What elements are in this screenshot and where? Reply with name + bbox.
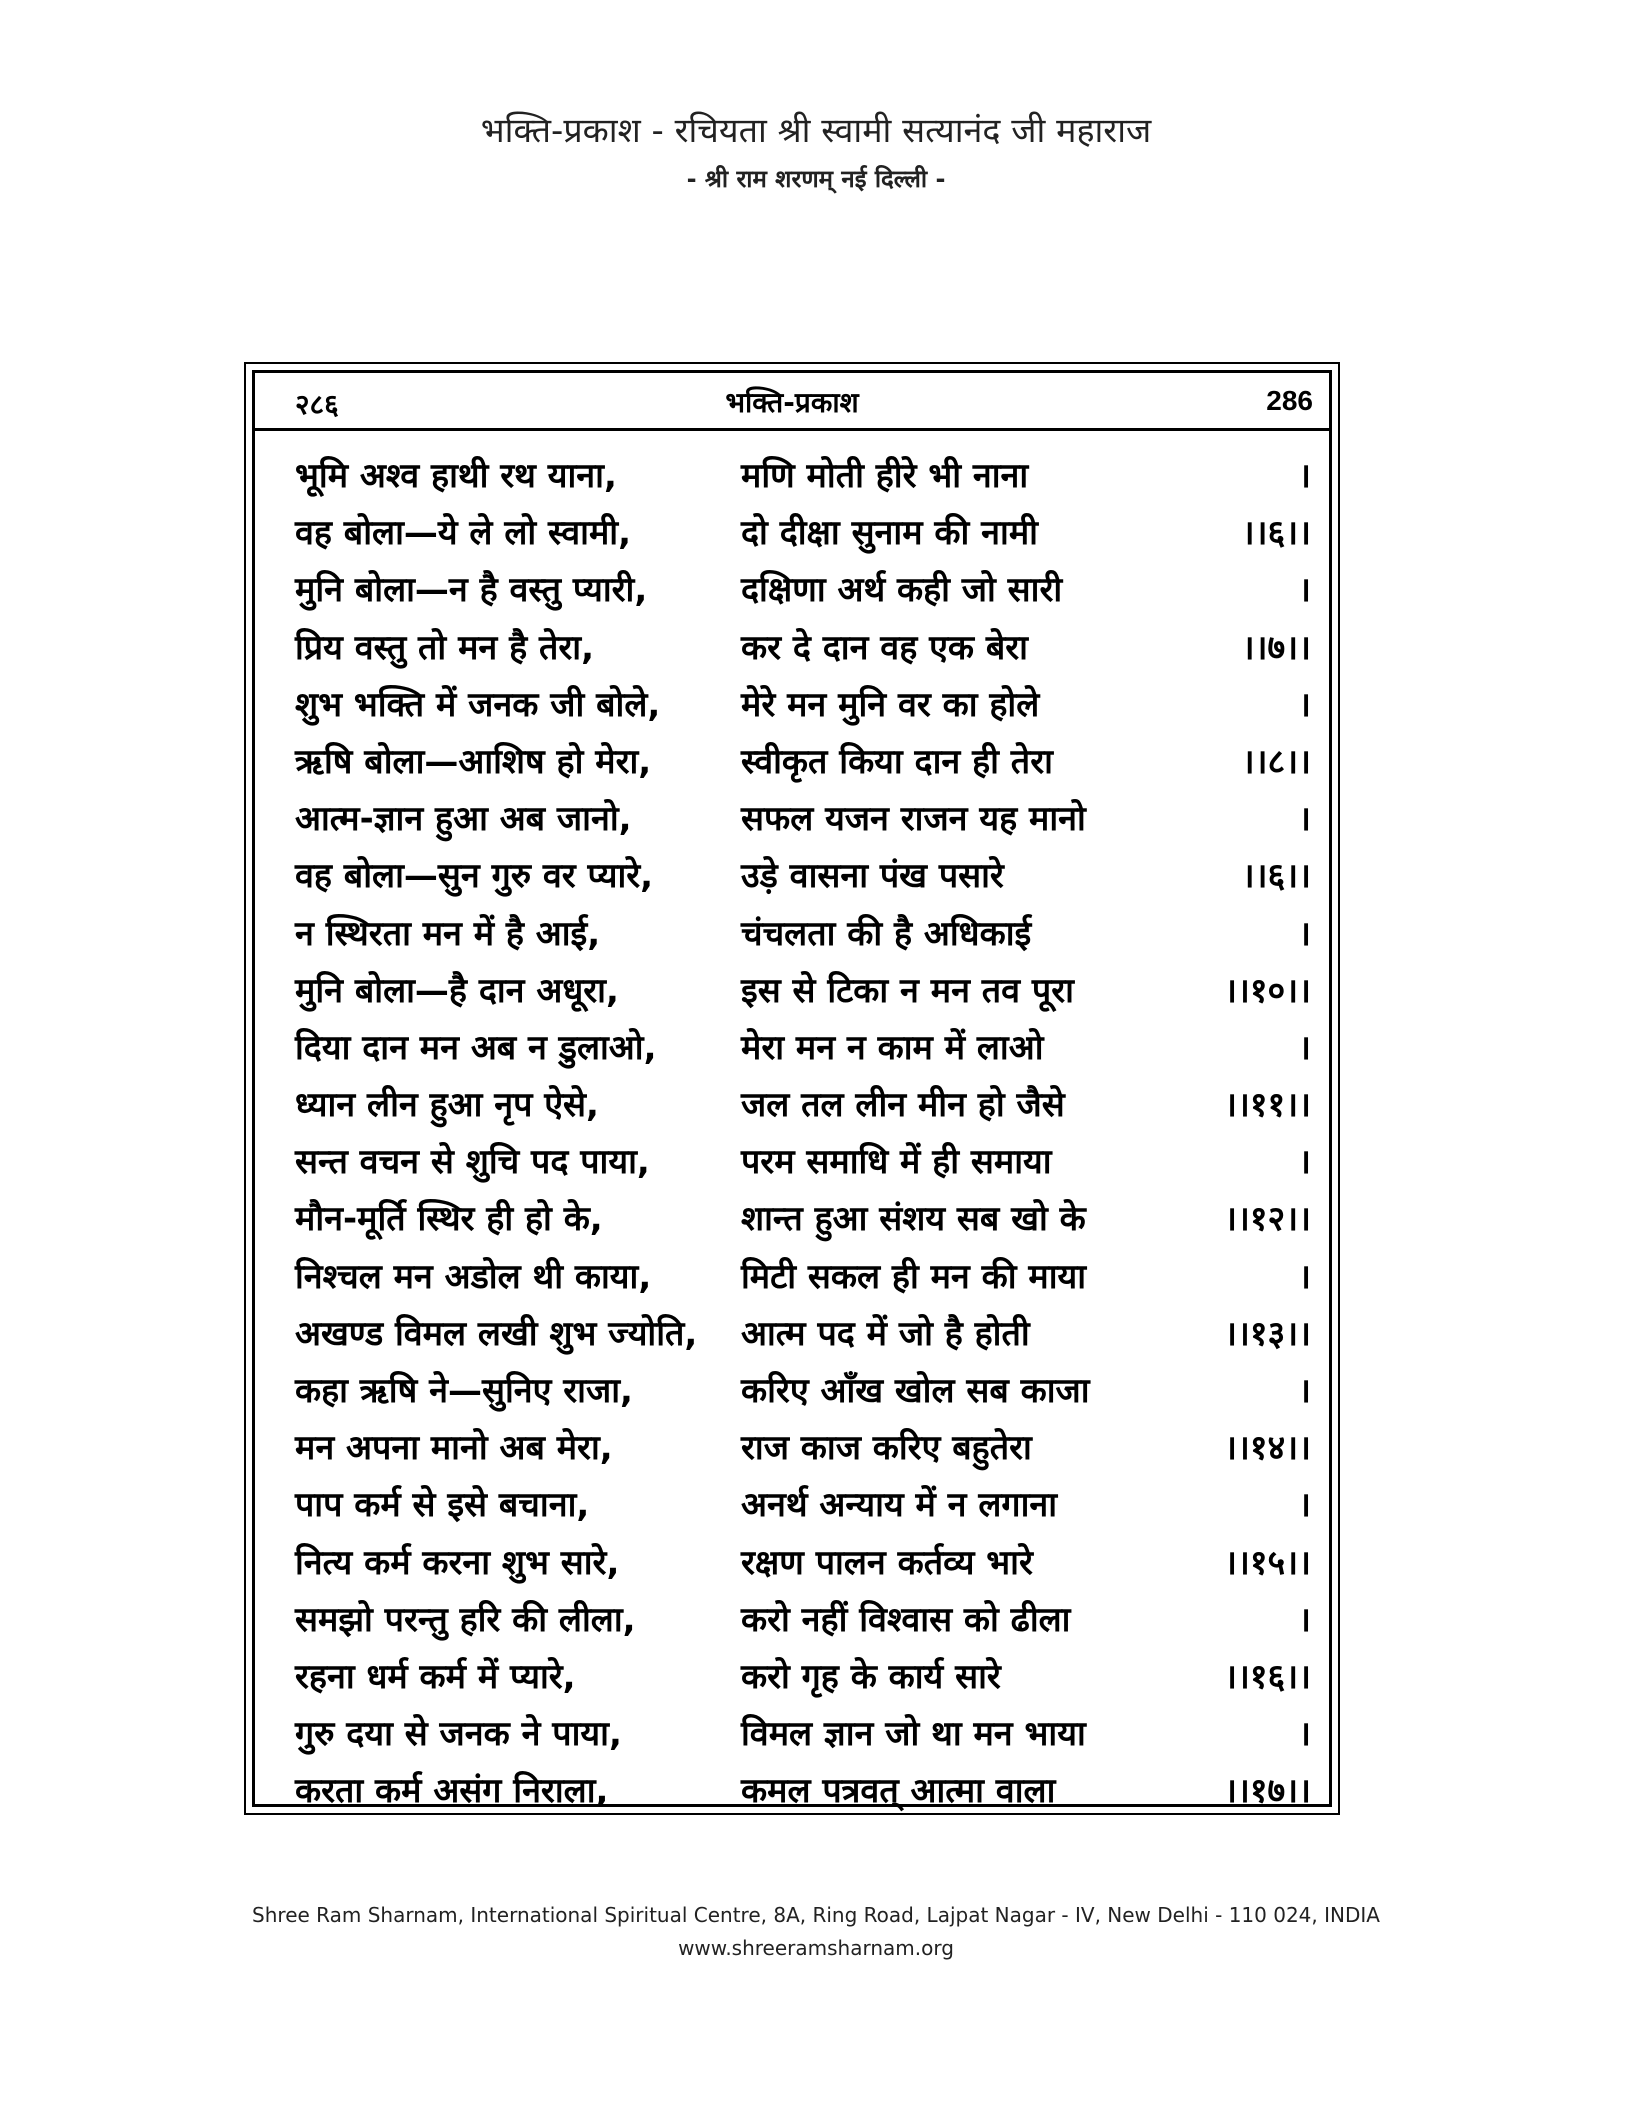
- verse-line: [255, 1246, 1329, 1303]
- footer-website: www.shreeramsharnam.org: [678, 1936, 954, 1960]
- page-frame: [244, 362, 1340, 1815]
- verse-line: [255, 903, 1329, 960]
- verse-marker: ।।१६।।: [1224, 1656, 1311, 1697]
- verse-second-half: कर दे दान वह एक बेरा: [741, 627, 1028, 668]
- verse-marker: ।: [1298, 456, 1311, 496]
- verse-second-half: दो दीक्षा सुनाम की नामी: [741, 513, 1038, 554]
- verse-second-half: विमल ज्ञान जो था मन भाया: [741, 1714, 1086, 1755]
- document-subtitle: - श्री राम शरणम् नई दिल्ली -: [686, 165, 946, 193]
- verse-marker: ।।११।।: [1224, 1085, 1311, 1126]
- verse-second-half: जल तल लीन मीन हो जैसे: [741, 1085, 1065, 1126]
- verse-line: [255, 1360, 1329, 1417]
- verse-marker: ।।१४।।: [1224, 1428, 1311, 1469]
- verse-second-half: परम समाधि में ही समाया: [741, 1142, 1052, 1183]
- verse-line: [255, 960, 1329, 1017]
- verse-line: [255, 502, 1329, 559]
- verse-second-half: मणि मोती हीरे भी नाना: [741, 456, 1029, 496]
- verse-marker: ।: [1298, 570, 1311, 611]
- verse-line: [255, 1646, 1329, 1703]
- verse-second-half: अनर्थ अन्याय में न लगाना: [741, 1485, 1058, 1526]
- verse-first-half: प्रिय वस्तु तो मन है तेरा,: [295, 627, 595, 668]
- verse-second-half: उड़े वासना पंख पसारे: [741, 856, 1004, 897]
- verse-first-half: मुनि बोला—है दान अधूरा,: [295, 970, 619, 1011]
- verse-second-half: करो गृह के कार्य सारे: [741, 1656, 1001, 1697]
- book-name: भक्ति-प्रकाश: [725, 386, 859, 419]
- verse-first-half: सन्त वचन से शुचि पद पाया,: [295, 1142, 650, 1183]
- verse-second-half: शान्त हुआ संशय सब खो के: [741, 1199, 1086, 1240]
- verse-first-half: अखण्ड विमल लखी शुभ ज्योति,: [295, 1313, 698, 1354]
- verse-marker: ।: [1298, 1599, 1311, 1640]
- verse-first-half: समझो परन्तु हरि की लीला,: [295, 1599, 636, 1640]
- verse-line: [255, 1188, 1329, 1245]
- verse-marker: ।: [1298, 799, 1311, 840]
- verse-second-half: सफल यजन राजन यह मानो: [741, 799, 1086, 840]
- verse-marker: ।।६।।: [1241, 856, 1311, 897]
- verse-line: [255, 559, 1329, 616]
- verse-first-half: ऋषि बोला—आशिष हो मेरा,: [295, 741, 652, 782]
- page-number-devanagari: २८६: [295, 388, 339, 421]
- verse-line: [255, 1589, 1329, 1646]
- document-title: भक्ति-प्रकाश - रचियता श्री स्वामी सत्यानंद जी महाराज: [480, 111, 1152, 151]
- verse-second-half: इस से टिका न मन तव पूरा: [741, 970, 1074, 1011]
- verse-second-half: दक्षिणा अर्थ कही जो सारी: [741, 570, 1063, 611]
- verse-list: [255, 445, 1329, 1818]
- verse-line: [255, 674, 1329, 731]
- verse-second-half: करो नहीं विश्वास को ढीला: [741, 1599, 1071, 1640]
- verse-second-half: मिटी सकल ही मन की माया: [741, 1256, 1087, 1297]
- verse-first-half: नित्य कर्म करना शुभ सारे,: [295, 1542, 620, 1583]
- verse-first-half: गुरु दया से जनक ने पाया,: [295, 1714, 622, 1755]
- verse-first-half: निश्चल मन अडोल थी काया,: [295, 1256, 652, 1297]
- verse-second-half: आत्म पद में जो है होती: [741, 1313, 1030, 1354]
- verse-second-half: करिए आँख खोल सब काजा: [741, 1371, 1090, 1411]
- verse-marker: ।: [1298, 1485, 1311, 1526]
- verse-line: [255, 1017, 1329, 1074]
- verse-marker: ।: [1298, 913, 1311, 954]
- verse-marker: ।।१३।।: [1224, 1313, 1311, 1354]
- verse-line: [255, 845, 1329, 902]
- verse-marker: ।।१२।।: [1224, 1199, 1311, 1240]
- verse-second-half: मेरा मन न काम में लाओ: [741, 1027, 1044, 1068]
- verse-second-half: रक्षण पालन कर्तव्य भारे: [741, 1542, 1033, 1583]
- verse-first-half: मुनि बोला—न है वस्तु प्यारी,: [295, 570, 648, 611]
- verse-first-half: करता कर्म असंग निराला,: [295, 1771, 609, 1812]
- page-header: [255, 373, 1329, 431]
- verse-first-half: न स्थिरता मन में है आई,: [295, 913, 601, 954]
- verse-first-half: दिया दान मन अब न डुलाओ,: [295, 1027, 657, 1068]
- verse-line: [255, 1703, 1329, 1760]
- verse-second-half: स्वीकृत किया दान ही तेरा: [741, 741, 1053, 782]
- verse-first-half: रहना धर्म कर्म में प्यारे,: [295, 1656, 576, 1697]
- verse-marker: ।: [1298, 684, 1311, 725]
- verse-marker: ।: [1298, 1714, 1311, 1755]
- verse-line: [255, 1474, 1329, 1531]
- verse-first-half: मौन-मूर्ति स्थिर ही हो के,: [295, 1199, 603, 1240]
- footer-address: Shree Ram Sharnam, International Spiritual Centre, 8A, Ring Road, Lajpat Nagar - IV, New Delhi - 110 024, INDIA: [252, 1903, 1380, 1927]
- verse-marker: ।।१०।।: [1224, 970, 1311, 1011]
- verse-marker: ।।६।।: [1241, 513, 1311, 554]
- verse-first-half: शुभ भक्ति में जनक जी बोले,: [295, 684, 661, 725]
- verse-first-half: कहा ऋषि ने—सुनिए राजा,: [295, 1371, 633, 1411]
- verse-line: [255, 1131, 1329, 1188]
- verse-line: [255, 1074, 1329, 1131]
- verse-line: [255, 1303, 1329, 1360]
- verse-first-half: पाप कर्म से इसे बचाना,: [295, 1485, 590, 1526]
- verse-line: [255, 788, 1329, 845]
- verse-second-half: चंचलता की है अधिकाई: [741, 913, 1032, 954]
- verse-marker: ।।७।।: [1241, 627, 1311, 668]
- verse-marker: ।।१७।।: [1224, 1771, 1311, 1812]
- verse-first-half: आत्म-ज्ञान हुआ अब जानो,: [295, 799, 632, 840]
- verse-line: [255, 1532, 1329, 1589]
- verse-first-half: वह बोला—सुन गुरु वर प्यारे,: [295, 856, 654, 897]
- verse-first-half: मन अपना मानो अब मेरा,: [295, 1428, 613, 1469]
- verse-marker: ।: [1298, 1027, 1311, 1068]
- verse-line: [255, 617, 1329, 674]
- verse-marker: ।: [1298, 1371, 1311, 1411]
- verse-line: [255, 731, 1329, 788]
- verse-marker: ।।१५।।: [1224, 1542, 1311, 1583]
- verse-marker: ।।८।।: [1241, 741, 1311, 782]
- verse-line: [255, 1760, 1329, 1817]
- verse-marker: ।: [1298, 1256, 1311, 1297]
- verse-first-half: वह बोला—ये ले लो स्वामी,: [295, 513, 632, 554]
- page-number: 286: [1266, 385, 1313, 416]
- verse-marker: ।: [1298, 1142, 1311, 1183]
- verse-second-half: राज काज करिए बहुतेरा: [741, 1428, 1032, 1469]
- verse-second-half: कमल पत्रवत् आत्मा वाला: [741, 1771, 1056, 1812]
- verse-first-half: ध्यान लीन हुआ नृप ऐसे,: [295, 1085, 599, 1126]
- page-inner-frame: [252, 370, 1332, 1812]
- verse-second-half: मेरे मन मुनि वर का होले: [741, 684, 1040, 725]
- verse-first-half: भूमि अश्व हाथी रथ याना,: [295, 456, 617, 496]
- verse-line: [255, 1417, 1329, 1474]
- verse-line: [255, 445, 1329, 502]
